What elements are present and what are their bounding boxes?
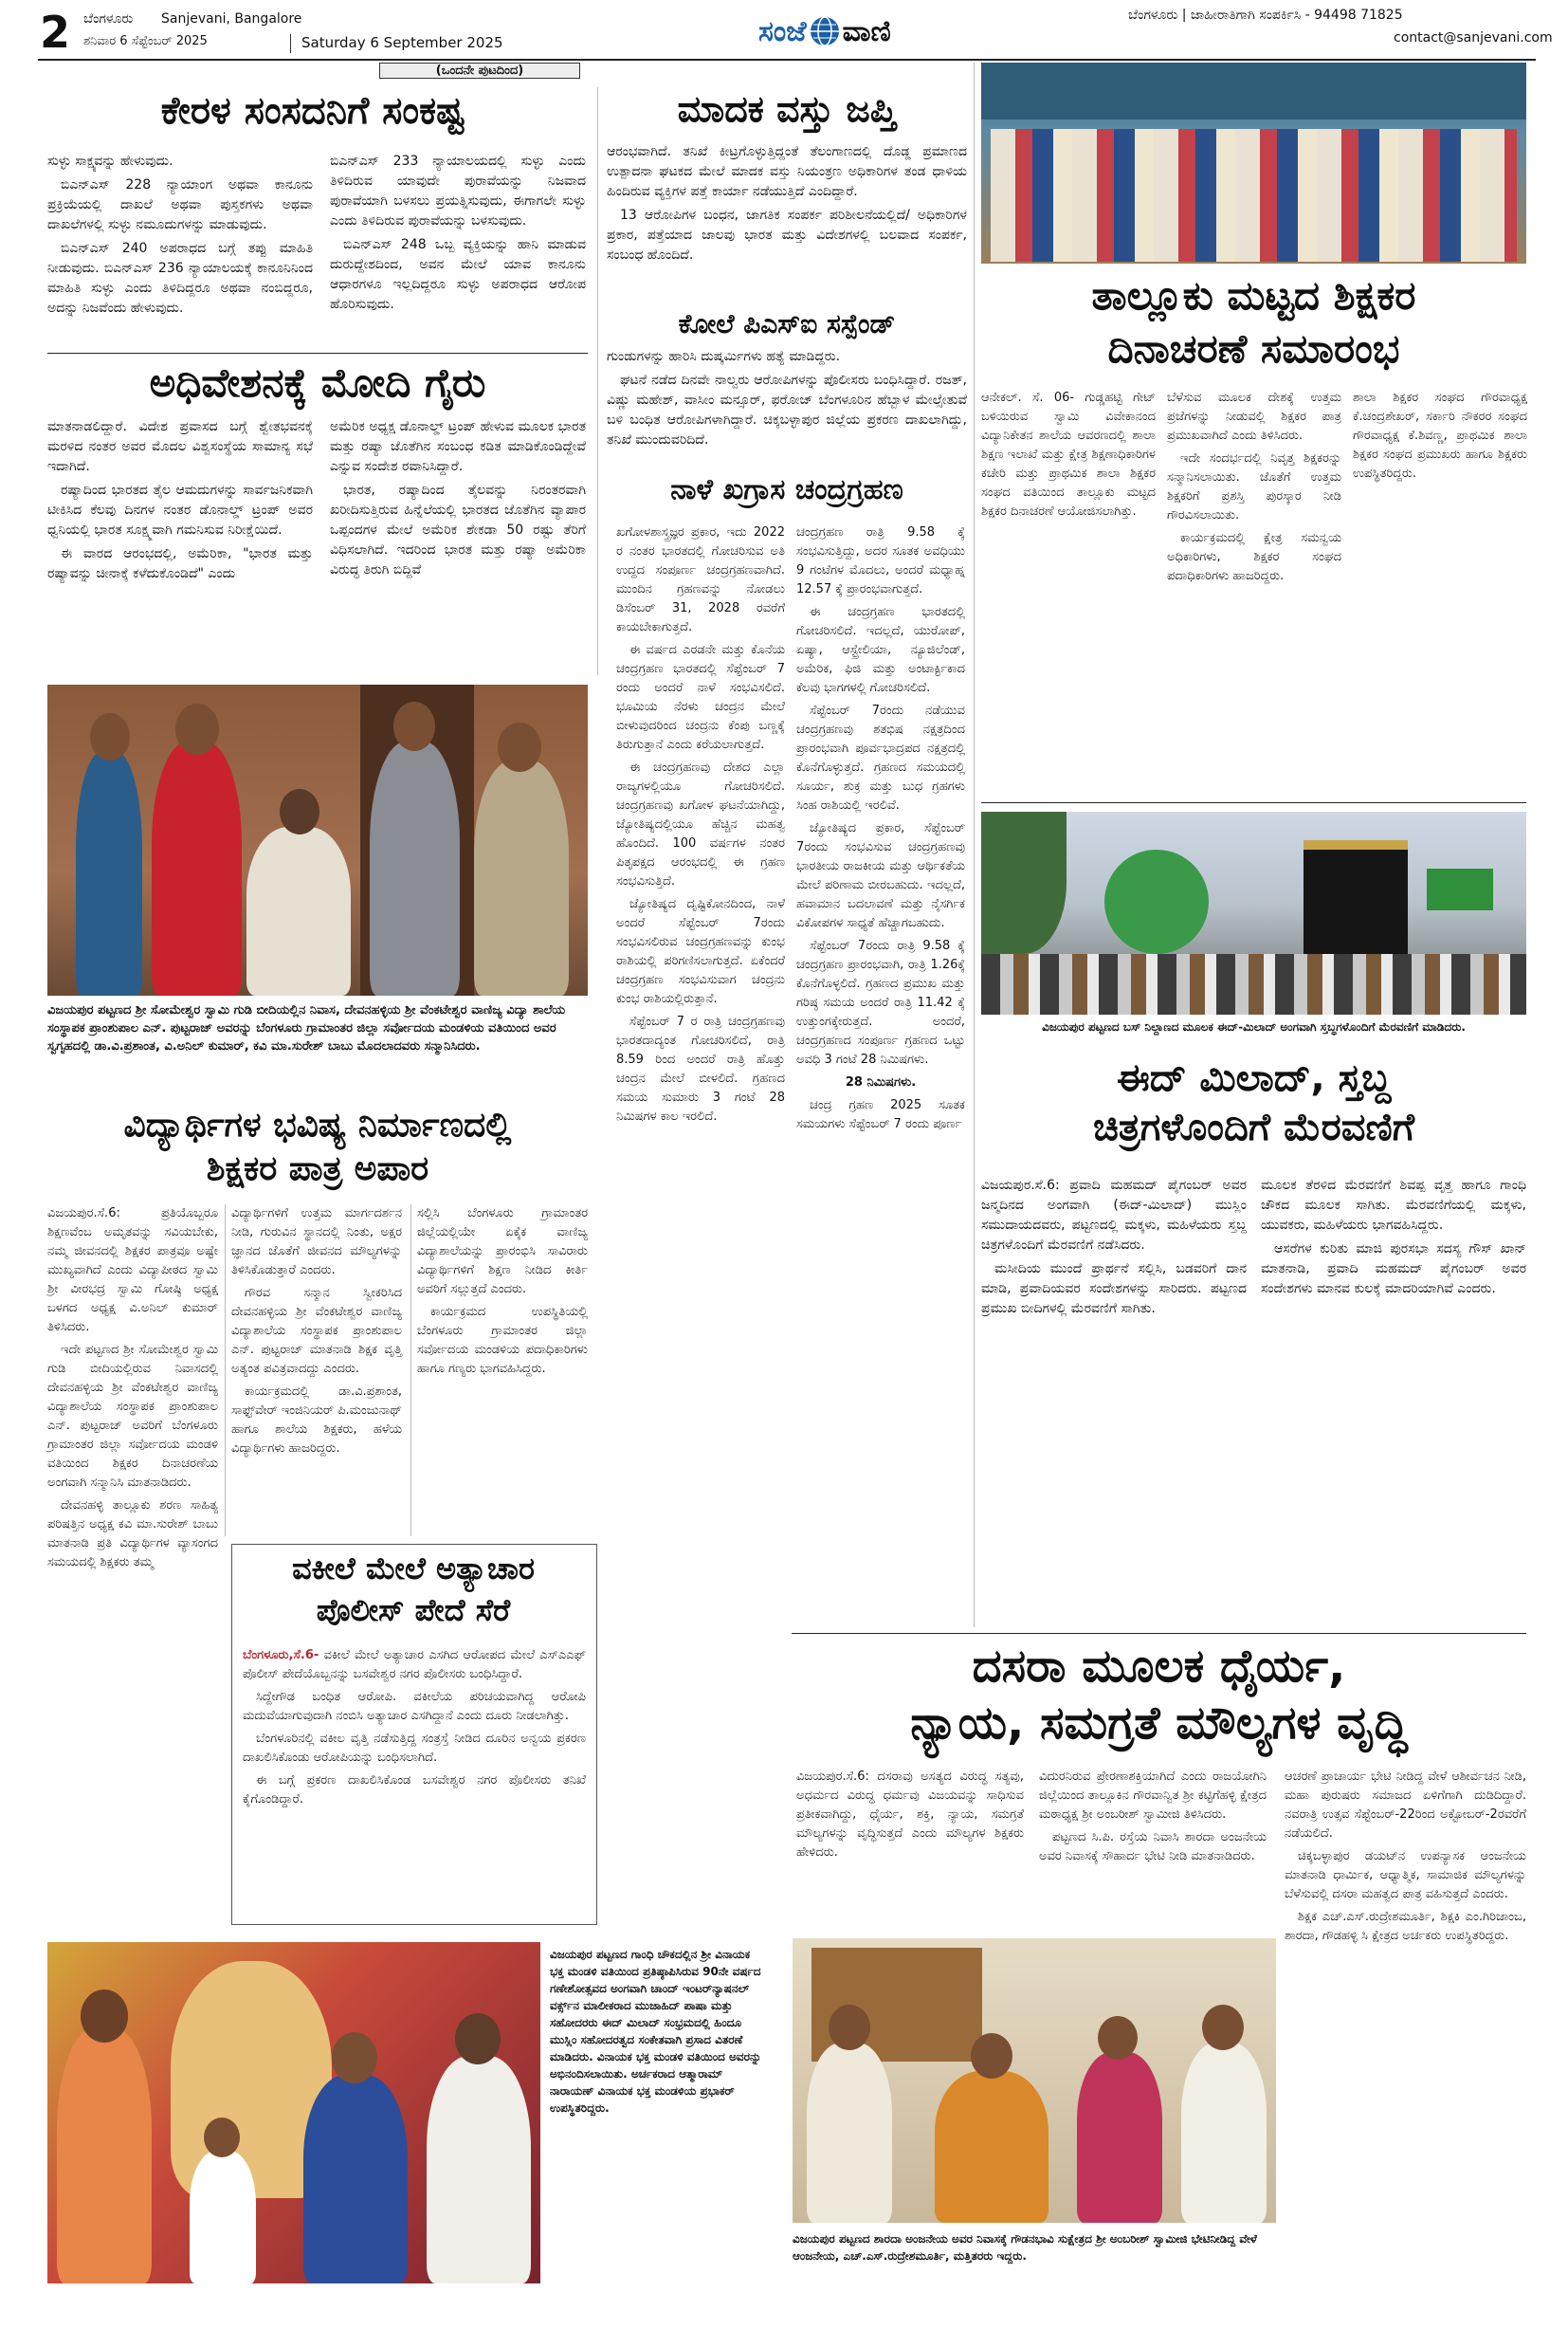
photo-person xyxy=(57,2027,152,2283)
eclipse-para: ಈ ವರ್ಷದ ಎರಡನೇ ಮತ್ತು ಕೊನೆಯ ಚಂದ್ರಗ್ರಹಣ ಭಾರತದಲ್ಲಿ ಸೆಪ್ಟೆಂಬರ್ 7 ರಂದು ಅಂದರೆ ನಾಳೆ ಸಂಭವಿಸಲಿದೆ. ಭೂಮಿಯ ನೆರಳು ಚಂದ್ರನ ಮೇಲೆ ಬೀಳುವುದರಿಂದ ಚಂದ್ರನು ಕೆಂಪು ಬಣ್ಣಕ್ಕೆ ತಿರುಗುತ್ತಾನೆ ಎಂದು ಕರೆಯಲಾಗುತ್ತದೆ. xyxy=(616,643,785,752)
dasara-rule xyxy=(792,1633,1526,1634)
masthead-logo xyxy=(758,9,891,53)
photo-person xyxy=(246,827,351,996)
teachers-group-photo xyxy=(981,63,1526,264)
photo-person-head xyxy=(90,713,130,761)
eid-para: ವಿಜಯಪುರ.ಸೆ.6: ಪ್ರವಾದಿ ಮಹಮದ್ ಪೈಗಂಬರ್ ಅವರ ಜನ್ಮದಿನದ ಅಂಗವಾಗಿ (ಈದ್-ಮಿಲಾದ್) ಮುಸ್ಲಿಂ ಸಮುದಾಯದವರು, ಪಟ್ಟಣದಲ್ಲಿ ಮಕ್ಕಳು, ಮಹಿಳೆಯರು ಸ್ತಬ್ದ ಚಿತ್ರಗಳೊಂದಿಗೆ ಮೆರವಣಿಗೆ ನಡೆಸಿದರು. xyxy=(981,1178,1247,1253)
teachers-col-1 xyxy=(981,389,1156,525)
narcotics-para: ಆರಂಭವಾಗಿದೆ. ತನಿಖೆ ಕೀಟ್ರಗೊಳ್ಳುತ್ತಿದ್ದಂತೆ ತೆಲಂಗಾಣದಲ್ಲಿ ದೊಡ್ಡ ಪ್ರಮಾಣದ ಉತ್ಪಾದನಾ ಘಟಕದ ಮೇಲೆ ಮಾದಕ ವಸ್ತು ನಿಯಂತ್ರಣ ಅಧಿಕಾರಿಗಳ ತಂಡ ಧಾಳಿಯ ಹಿಂದಿರುವ ವ್ಯಕ್ತಿಗಳ ಪತ್ತೆ ಕಾರ್ಯಾ ನಡೆಯುತ್ತಿದೆ ಎಂದಿದ್ದಾರೆ. xyxy=(607,144,967,199)
photo-person xyxy=(76,751,142,996)
eid-para: ಆಸರೆಗಳ ಕುರಿತು ಮಾಜಿ ಪುರಸಭಾ ಸದಸ್ಯ ಗೌಸ್ ಖಾನ್ ಮಾತನಾಡಿ, ಪ್ರವಾದಿ ಮಹಮದ್ ಪೈಗಂಬರ್ ಅವರ ಸಂದೇಶಗಳು ಮಾನವ ಕುಲಕ್ಕೆ ಮಾದರಿಯಾಗಿವೆ ಎಂದರು. xyxy=(1261,1241,1526,1296)
photo-person xyxy=(807,2043,892,2223)
kerala-para: ಬಿಎನ್‌ಎಸ್ 248 ಒಬ್ಬ ವ್ಯಕ್ತಿಯನ್ನು ಹಾನಿ ಮಾಡುವ ದುರುದ್ದೇಶದಿಂದ, ಅವನ ಮೇಲೆ ಯಾವ ಕಾನೂನು ಆಧಾರಗಳೂ ಇಲ್ಲದಿದ್ದರೂ ಸುಳ್ಳು ಅಪರಾಧದ ಆರೋಪ ಹೊರಿಸುವುದು. xyxy=(330,237,586,312)
dasara-para: ಚಿಕ್ಕಬಳ್ಳಾಪುರ ಡಯಟ್‌ನ ಉಪನ್ಯಾಸಕ ಆಂಜನೇಯ ಮಾತನಾಡಿ ಧಾರ್ಮಿಕ, ಆಧ್ಯಾತ್ಮಿಕ, ಸಾಮಾಜಿಕ ಮೌಲ್ಯಗಳನ್ನು ಬೆಳೆಸುವಲ್ಲಿ ದಸರಾ ಮಹತ್ವದ ಪಾತ್ರ ವಹಿಸುತ್ತದೆ ಎಂದರು. xyxy=(1285,1849,1526,1901)
column-separator xyxy=(597,87,598,675)
photo-tree xyxy=(981,812,1067,954)
teachers-para: ಇದೇ ಸಂದರ್ಭದಲ್ಲಿ ನಿವೃತ್ತ ಶಿಕ್ಷಕರನ್ನು ಸನ್ಮಾನಿಸಲಾಯಿತು. ಜೊತೆಗೆ ಉತ್ತಮ ಶಿಕ್ಷಕರಿಗೆ ಪ್ರಶಸ್ತಿ ಪುರಸ್ಕಾರ ನೀಡಿ ಗೌರವಿಸಲಾಯಿತು. xyxy=(1167,451,1341,523)
modi-para: ಅಮೆರಿಕ ಅಧ್ಯಕ್ಷ ಡೊನಾಲ್ಡ್ ಟ್ರಂಪ್ ಹೇಳುವ ಮೂಲಕ ಭಾರತ ಮತ್ತು ರಷ್ಯಾ ಜೊತೆಗಿನ ಸಂಬಂಧ ಕಡಿತ ಮಾಡಿಕೊಂಡಿದ್ದೇವೆ ಎನ್ನುವ ಸಂದೇಶ ರವಾನಿಸಿದ್ದಾರೆ. xyxy=(330,419,586,474)
eid-col-1 xyxy=(981,1176,1247,1323)
photo-person-head xyxy=(81,1989,128,2043)
eid-para: ಮೂಲಕ ತೆರಳಿದ ಮೆರವಣಿಗೆ ಶಿವಪ್ಪ ವೃತ್ತ ಹಾಗೂ ಗಾಂಧಿ ಚೌಕದ ಮೂಲಕ ಸಾಗಿತು. ಮೆರವಣಿಗೆಯಲ್ಲಿ ಮಕ್ಕಳು, ಯುವಕರು, ಮಹಿಳೆಯರು ಭಾಗವಹಿಸಿದ್ದರು. xyxy=(1261,1178,1526,1233)
eclipse-para: ಸೆಪ್ಟೆಂಬರ್ 7 ರ ರಾತ್ರಿ ಚಂದ್ರಗ್ರಹಣವು ಭಾರತದಾದ್ಯಂತ ಗೋಚರಿಸಲಿದೆ, ರಾತ್ರಿ 8.59 ರಿಂದ ಅಂದರೆ ರಾತ್ರಿ ಹೊತ್ತು ಚಂದ್ರನ ಮೇಲೆ ಬೀಳಲಿದೆ. ಗ್ರಹಣದ ಸಮಯ ಸುಮಾರು 3 ಗಂಟೆ 28 ನಿಮಿಷಗಳ ಕಾಲ ಇರಲಿದೆ. xyxy=(616,1015,785,1124)
modi-para: ಮಾತನಾಡಲಿದ್ದಾರೆ. ವಿದೇಶ ಪ್ರವಾಸದ ಬಗ್ಗೆ ಶ್ವೇತಭವನಕ್ಕೆ ಮರಳಿದ ನಂತರ ಅವರ ಮೊದಲ ವಿಶ್ವಸಂಸ್ಥೆಯ ಸಾಮಾನ್ಯ ಸಭೆ ಇದಾಗಿದೆ. xyxy=(47,419,313,474)
photo-crowd xyxy=(981,954,1526,1015)
globe-icon xyxy=(809,15,841,47)
contact-email[interactable]: contact@sanjevani.com xyxy=(1394,30,1553,46)
modi-col-2 xyxy=(330,417,586,584)
column-separator xyxy=(225,1204,226,1536)
students-para: ಕಾರ್ಯಕ್ರಮದಲ್ಲಿ ಡಾ.ವಿ.ಪ್ರಶಾಂತ, ಸಾಫ್ಟ್‌ವೇರ್ ಇಂಜಿನಿಯರ್ ಪಿ.ಮಂಜುನಾಥ್ ಹಾಗೂ ಶಾಲೆಯ ಶಿಕ್ಷಕರು, ಹಳೆಯ ವಿದ್ಯಾರ್ಥಿಗಳು ಹಾಜರಿದ್ದರು. xyxy=(231,1384,403,1456)
photo-person xyxy=(190,2151,256,2283)
logo-text-right: ವಾಣಿ xyxy=(842,14,891,48)
eclipse-para: ಸೆಪ್ಟೆಂಬರ್ 7ರಂದು ನಡೆಯುವ ಚಂದ್ರಗ್ರಹಣವು ಶತಭಿಷ ನಕ್ಷತ್ರದಿಂದ ಪ್ರಾರಂಭವಾಗಿ ಪೂರ್ವಭಾದ್ರಪದ ನಕ್ಷತ್ರದಲ್ಲಿ ಕೊನೆಗೊಳ್ಳುತ್ತದೆ. ಗ್ರಹಣದ ಸಮಯದಲ್ಲಿ ಸೂರ್ಯ, ಶುಕ್ರ ಮತ್ತು ಬುಧ ಗ್ರಹಗಳು ಸಿಂಹ ರಾಶಿಯಲ್ಲಿ ಇರಲಿವೆ. xyxy=(796,704,965,813)
photo-person-head xyxy=(204,2118,240,2157)
dasara-para: ಆಚರಣೆ ಪ್ರಾಚಾರ್ಯ ಭೇಟಿ ನೀಡಿದ್ದ ವೇಳೆ ಆಶೀರ್ವಚನ ನೀಡಿ, ಮಹಾ ಪುರುಷರು ಸಮಾಜದ ಏಳಿಗೆಗಾಗಿ ದುಡಿದಿದ್ದಾರೆ. ನವರಾತ್ರಿ ಉತ್ಸವ ಸೆಪ್ಟೆಂಬರ್-22ರಿಂದ ಅಕ್ಟೋಬರ್-2ರವರೆಗೆ ನಡೆಯಲಿದೆ. xyxy=(1285,1769,1526,1841)
logo-text-left: ಸಂಜೆ xyxy=(758,14,807,48)
masthead-separator xyxy=(290,34,291,53)
modi-col-1 xyxy=(47,417,313,588)
column-separator xyxy=(974,63,975,1627)
dasara-headline-2: ನ್ಯಾಯ, ಸಮಗ್ರತೆ ಮೌಲ್ಯಗಳ ವೃದ್ಧಿ xyxy=(910,1696,1408,1750)
eid-para: ಮಸೀದಿಯ ಮುಂದೆ ಪ್ರಾರ್ಥನೆ ಸಲ್ಲಿಸಿ, ಬಡವರಿಗೆ ದಾನ ಮಾಡಿ, ಪ್ರವಾದಿಯವರ ಸಂದೇಶಗಳನ್ನು ಸಾರಿದರು. ಪಟ್ಟಣದ ಪ್ರಮುಖ ಬೀದಿಗಳಲ್ಲಿ ಮೆರವಣಿಗೆ ಸಾಗಿತು. xyxy=(981,1261,1247,1316)
lawyer-headline-2: ಪೊಲೀಸ್ ಪೇದೆ ಸೆರೆ xyxy=(316,1592,511,1628)
students-para: ವಿದ್ಯಾರ್ಥಿಗಳಿಗೆ ಉತ್ತಮ ಮಾರ್ಗದರ್ಶನ ನೀಡಿ, ಗುರುವಿನ ಸ್ಥಾನದಲ್ಲಿ ನಿಂತು, ಅಕ್ಷರ ಜ್ಞಾನದ ಜೊತೆಗೆ ಜೀವನದ ಮೌಲ್ಯಗಳನ್ನು ತಿಳಿಸಿಕೊಡುತ್ತಾರೆ ಎಂದರು. xyxy=(231,1206,402,1277)
students-para: ದೇವನಹಳ್ಳಿ ತಾಲ್ಲೂಕು ಶರಣ ಸಾಹಿತ್ಯ ಪರಿಷತ್ತಿನ ಅಧ್ಯಕ್ಷ ಕವಿ ಮಾ.ಸುರೇಶ್ ಬಾಬು ಮಾತನಾಡಿ ಪ್ರತಿ ವಿದ್ಯಾರ್ಥಿಗಳ ವ್ಯಾಸಂಗದ ಸಮಯದಲ್ಲಿ ಶಿಕ್ಷಕರು ತಮ್ಮ xyxy=(47,1498,218,1569)
dasara-headline-1: ದಸರಾ ಮೂಲಕ ಧೈರ್ಯ, xyxy=(972,1640,1346,1693)
lawyer-body xyxy=(243,1646,586,1813)
eclipse-bold-line: 28 ನಿಮಿಷಗಳು. xyxy=(845,1075,917,1090)
eclipse-para: ಸೆಪ್ಟೆಂಬರ್ 7ರಂದು ರಾತ್ರಿ 9.58 ಕ್ಕೆ ಚಂದ್ರಗ್ರಹಣ ಪ್ರಾರಂಭವಾಗಿ, ರಾತ್ರಿ 1.26ಕ್ಕೆ ಕೊನೆಗೊಳ್ಳಲಿದೆ. ಗ್ರಹಣದ ಪ್ರಮುಖ ಮತ್ತು ಗರಿಷ್ಠ ಸಮಯ ಅಂದರೆ ರಾತ್ರಿ 11.42 ಕ್ಕೆ ಉತ್ತುಂಗಕ್ಕೇರುತ್ತದೆ. ಅಂದರೆ, ಚಂದ್ರಗ್ರಹಣದ ಸಂಪೂರ್ಣ ಗ್ರಹಣದ ಒಟ್ಟು ಅವಧಿ 3 ಗಂಟೆ 28 ನಿಮಿಷಗಳು. xyxy=(796,939,965,1067)
teachers-para: ಕಾರ್ಯಕ್ರಮದಲ್ಲಿ ಕ್ಷೇತ್ರ ಸಮನ್ವಯ ಅಧಿಕಾರಿಗಳು, ಶಿಕ್ಷಕರ ಸಂಘದ ಪದಾಧಿಕಾರಿಗಳು ಹಾಜರಿದ್ದರು. xyxy=(1167,531,1341,583)
lawyer-para: ಈ ಬಗ್ಗೆ ಪ್ರಕರಣ ದಾಖಲಿಸಿಕೊಂಡ ಬಸವೇಶ್ವರ ನಗರ ಪೊಲೀಸರು ತನಿಖೆ ಕೈಗೊಂಡಿದ್ದಾರೆ. xyxy=(243,1773,586,1806)
students-headline-2: ಶಿಕ್ಷಕರ ಪಾತ್ರ ಅಪಾರ xyxy=(206,1149,429,1188)
photo-person xyxy=(427,2056,531,2283)
lawyer-para: ಸಿದ್ದೇಗೌಡ ಬಂಧಿತ ಆರೋಪಿ. ವಕೀಲೆಯ ಪರಿಚಯವಾಗಿದ್ದ ಆರೋಪಿ ಮದುವೆಯಾಗುವುದಾಗಿ ನಂಬಿಸಿ ಅತ್ಯಾಚಾರ ಎಸಗಿದ್ದಾನೆ ಎಂದು ದೂರು ನೀಡಲಾಗಿತ್ತು. xyxy=(243,1690,586,1723)
photo-group-row xyxy=(991,129,1517,262)
teachers-rule xyxy=(981,802,1526,803)
eclipse-para: ಈ ಚಂದ್ರಗ್ರಹಣ ಭಾರತದಲ್ಲಿ ಗೋಚರಿಸಲಿದೆ. ಇದಲ್ಲದೆ, ಯುರೋಪ್, ಏಷ್ಯಾ, ಆಸ್ಟ್ರೇಲಿಯಾ, ನ್ಯೂಜಿಲೆಂಡ್, ಅಮೆರಿಕ, ಫಿಜಿ ಮತ್ತು ಅಂಟಾರ್ಕ್ಟಿಕಾದ ಕೆಲವು ಭಾಗಗಳಲ್ಲಿ ಗೋಚರಿಸಲಿದೆ. xyxy=(796,605,965,695)
eclipse-col-1 xyxy=(616,523,785,1130)
photo-person-head xyxy=(1098,2016,1138,2060)
photo-person xyxy=(370,742,460,996)
teachers-para: ಆನೇಕಲ್. ಸೆ. 06- ಗುಡ್ಡಹಟ್ಟಿ ಗೇಟ್ ಬಳಿಯಿರುವ ಸ್ವಾಮಿ ವಿವೇಕಾನಂದ ವಿದ್ಯಾನಿಕೇತನ ಶಾಲೆಯ ಆವರಣದಲ್ಲಿ ಶಾಲಾ ಶಿಕ್ಷಣ ಇಲಾಖೆ ಮತ್ತು ಕ್ಷೇತ್ರ ಶಿಕ್ಷಣಾಧಿಕಾರಿಗಳ ಕಚೇರಿ ಮತ್ತು ಪ್ರಾಥಮಿಕ ಶಾಲಾ ಶಿಕ್ಷಕರ ಸಂಘದ ವತಿಯಿಂದ ತಾಲ್ಲೂಕು ಮಟ್ಟದ ಶಿಕ್ಷಕರ ದಿನಾಚರಣೆ ಆಯೋಜಿಸಲಾಗಿತ್ತು. xyxy=(981,391,1156,519)
dasara-col-1 xyxy=(796,1768,1024,1866)
lawyer-headline-1: ವಕೀಲೆ ಮೇಲೆ ಅತ್ಯಾಚಾರ xyxy=(292,1550,535,1586)
advert-contact: ಬೆಂಗಳೂರು | ಜಾಹೀರಾತಿಗಾಗಿ ಸಂಪರ್ಕಿಸಿ - 94498 71825 xyxy=(1128,8,1403,23)
eclipse-para: ಈ ಚಂದ್ರಗ್ರಹಣವು ದೇಶದ ಎಲ್ಲಾ ರಾಜ್ಯಗಳಲ್ಲಿಯೂ ಗೋಚರಿಸಲಿದೆ. ಚಂದ್ರಗ್ರಹಣವು ಖಗೋಳ ಘಟನೆಯಾಗಿದ್ದು, ಜ್ಯೋತಿಷ್ಯದಲ್ಲಿಯೂ ಹೆಚ್ಚಿನ ಮಹತ್ವ ಹೊಂದಿದೆ. 100 ವರ್ಷಗಳ ನಂತರ ಪಿತೃಪಕ್ಷದ ಆರಂಭದಲ್ಲಿ ಈ ಗ್ರಹಣ ಸಂಭವಿಸುತ್ತಿದೆ. xyxy=(616,761,785,889)
eclipse-col-2 xyxy=(796,523,965,1138)
ganesha-photo xyxy=(47,1942,540,2283)
honouring-photo xyxy=(47,685,588,996)
photo-kaaba-float xyxy=(1304,840,1408,963)
lawyer-para: ಬೆಂಗಳೂರಿನಲ್ಲಿ ವಕೀಲ ವೃತ್ತಿ ನಡೆಸುತ್ತಿದ್ದ ಸಂತ್ರಸ್ತೆ ನೀಡಿದ ದೂರಿನ ಅನ್ವಯ ಪ್ರಕರಣ ದಾಖಲಿಸಿಕೊಂಡು ಆರೋಪಿಯನ್ನು ಬಂಧಿಸಲಾಗಿದೆ. xyxy=(243,1732,586,1765)
teachers-col-3 xyxy=(1353,389,1527,487)
narcotics-body xyxy=(607,142,967,269)
photo-person-head xyxy=(971,2033,1012,2079)
photo-person-head xyxy=(455,2013,501,2064)
kerala-col-2 xyxy=(330,152,586,319)
students-col-2 xyxy=(231,1204,402,1462)
eid-headline-2: ಚಿತ್ರಗಳೊಂದಿಗೆ ಮೆರವಣಿಗೆ xyxy=(1092,1106,1414,1149)
teachers-col-2 xyxy=(1167,389,1341,590)
lawyer-para xyxy=(243,1646,586,1684)
teachers-headline-2: ದಿನಾಚರಣೆ ಸಮಾರಂಭ xyxy=(1107,325,1400,372)
lawyer-lead-text: ವಕೀಲೆ ಮೇಲೆ ಅತ್ಯಾಚಾರ ಎಸಗಿದ ಆರೋಪದ ಮೇಲೆ ಎಸ್‌ಎಎಫ್ ಪೊಲೀಸ್ ಪೇದೆಯೊಬ್ಬನನ್ನು ಬಸವೇಶ್ವರ ನಗರ ಪೊಲೀಸರು ಬಂಧಿಸಿದ್ದಾರೆ. xyxy=(243,1648,586,1681)
column-separator xyxy=(410,1204,411,1536)
masthead-rule xyxy=(38,59,1536,61)
eid-headline-1: ಈದ್ ಮಿಲಾದ್, ಸ್ತಬ್ದ xyxy=(1116,1056,1391,1100)
dasara-caption: ವಿಜಯಪುರ ಪಟ್ಟಣದ ಶಾರದಾ ಅಂಜನೇಯ ಅವರ ನಿವಾಸಕ್ಕೆ ಗೌಡನಭಾವಿ ಸುಕ್ಷೇತ್ರದ ಶ್ರೀ ಅಂಬರೀಶ್ ಸ್ವಾಮೀಜಿ ಭೇಟಿನೀಡಿದ್ದ ವೇಳೆ ಆಂಜನೇಯ, ಎಚ್.ಎಸ್.ರುದ್ರೇಶಮೂರ್ತಿ, ಮತ್ತಿತರರು ಇದ್ದರು. xyxy=(793,2232,1257,2263)
ganesha-caption: ವಿಜಯಪುರ ಪಟ್ಟಣದ ಗಾಂಧಿ ಚೌಕದಲ್ಲಿನ ಶ್ರೀ ವಿನಾಯಕ ಭಕ್ತ ಮಂಡಳಿ ವತಿಯಿಂದ ಪ್ರತಿಷ್ಠಾಪಿಸಿರುವ 90ನೇ ವರ್ಷದ ಗಣೇಶೋತ್ಸವದ ಅಂಗವಾಗಿ ಚಾಂದ್ ಇಂಟರ್‌ನ್ಯಾಷನಲ್ ವರ್ಕ್ಸ್‌ನ ಮಾಲೀಕರಾದ ಮುಜಾಹಿದ್ ಪಾಷಾ ಮತ್ತು ಸಹೋದರರು ಈದ್ ಮಿಲಾದ್ ಸಂಭ್ರಮದಲ್ಲಿ ಹಿಂದೂ ಮುಸ್ಲಿಂ ಸಹೋದರತ್ವದ ಸಂಕೇತವಾಗಿ ಪ್ರಸಾದ ವಿತರಣೆ ಮಾಡಿದರು. ವಿನಾಯಕ ಭಕ್ತ ಮಂಡಳಿ ವತಿಯಿಂದ ಅವರನ್ನು ಅಭಿನಂದಿಸಲಾಯಿತು. ಅರ್ಚಕರಾದ ಆತ್ಮಾರಾಮ್ ನಾರಾಯಣ್ ವಿನಾಯಕ ಭಕ್ತ ಮಂಡಳಿಯ ಪ್ರಭಾಕರ್ ಉಪಸ್ಥಿತರಿದ್ದರು. xyxy=(550,1948,762,2115)
photo-dome-float xyxy=(1104,850,1209,954)
dasara-col-3 xyxy=(1285,1768,1526,1950)
students-para: ಕಾರ್ಯಕ್ರಮದ ಉಪಸ್ಥಿತಿಯಲ್ಲಿ ಬೆಂಗಳೂರು ಗ್ರಾಮಾಂತರ ಜಿಲ್ಲಾ ಸರ್ವೋದಯ ಮಂಡಳಿಯ ಪದಾಧಿಕಾರಿಗಳು ಹಾಗೂ ಗಣ್ಯರು ಭಾಗವಹಿಸಿದ್ದರು. xyxy=(417,1305,588,1376)
students-col-3 xyxy=(417,1204,588,1383)
eclipse-tail: ಚಂದ್ರ ಗ್ರಹಣ 2025 ಸೂತಕ ಸಮಯಗಳು ಸೆಪ್ಟೆಂಬರ್ 7 ರಂದು ಪೂರ್ಣ xyxy=(796,1098,965,1131)
kolar-body xyxy=(607,347,967,454)
photo-stage-backdrop xyxy=(981,63,1526,119)
kerala-rule xyxy=(47,353,588,354)
kerala-col-1 xyxy=(47,152,313,322)
kerala-para: ಬಿಎನ್‌ಎಸ್ 233 ನ್ಯಾಯಾಲಯದಲ್ಲಿ ಸುಳ್ಳು ಎಂದು ತಿಳಿದಿರುವ ಯಾವುದೇ ಪುರಾವೆಯನ್ನು ನಿಜವಾದ ಪುರಾವೆಯಾಗಿ ಬಳಸಲು ಪ್ರಯತ್ನಿಸುವುದು, ಈಗಾಗಲೇ ಸುಳ್ಳು ಎಂದು ತಿಳಿದಿರುವ ಪುರಾವೆಯನ್ನು ಬಳಸುವುದು. xyxy=(330,154,586,229)
eid-col-2 xyxy=(1261,1176,1526,1303)
photo-flag xyxy=(1427,869,1493,910)
edition-label: ಬೆಂಗಳೂರು xyxy=(83,11,134,27)
students-para: ಇದೇ ಪಟ್ಟಣದ ಶ್ರೀ ಸೋಮೇಶ್ವರ ಸ್ವಾಮಿ ಗುಡಿ ಬೀದಿಯಲ್ಲಿರುವ ನಿವಾಸದಲ್ಲಿ ದೇವನಹಳ್ಳಿಯ ಶ್ರೀ ವೆಂಕಟೇಶ್ವರ ವಾಣಿಜ್ಯ ವಿದ್ಯಾಶಾಲೆಯ ಸಂಸ್ಥಾಪಕ ಪ್ರಾಂಶುಪಾಲ ಎನ್. ಪುಟ್ಟರಾಜ್ ಅವರಿಗೆ ಬೆಂಗಳೂರು ಗ್ರಾಮಾಂತರ ಜಿಲ್ಲಾ ಸರ್ವೋದಯ ಮಂಡಳಿ ವತಿಯಿಂದ ಶಿಕ್ಷಕರ ದಿನಾಚರಣೆಯ ಅಂಗವಾಗಿ ಸನ್ಮಾನಿಸಿ ಮಾತನಾಡಿದರು. xyxy=(47,1343,218,1490)
photo-person xyxy=(1077,2052,1162,2223)
continuation-label: (ಒಂದನೇ ಪುಟದಿಂದ) xyxy=(379,63,580,79)
dasara-para: ಶಿಕ್ಷಕ ಎಚ್.ಎಸ್.ರುದ್ರೇಶಮೂರ್ತಿ, ಶಿಕ್ಷಕಿ ಎಂ.ಗಿರಿಜಾಂಬ, ಶಾರದಾ, ಗೌಡಹಳ್ಳಿ ಸಿ ಕ್ಷೇತ್ರದ ಅರ್ಚಕರು ಉಪಸ್ಥಿತರಿದ್ದರು. xyxy=(1285,1910,1526,1943)
honouring-caption: ವಿಜಯಪುರ ಪಟ್ಟಣದ ಶ್ರೀ ಸೋಮೇಶ್ವರ ಸ್ವಾಮಿ ಗುಡಿ ಬೀದಿಯಲ್ಲಿನ ನಿವಾಸ, ದೇವನಹಳ್ಳಿಯ ಶ್ರೀ ವೆಂಕಟೇಶ್ವರ ವಾಣಿಜ್ಯ ವಿದ್ಯಾ ಶಾಲೆಯ ಸಂಸ್ಥಾಪಕ ಪ್ರಾಂಶುಪಾಲ ಎನ್. ಪುಟ್ಟರಾಜ್ ಅವರನ್ನು ಬೆಂಗಳೂರು ಗ್ರಾಮಾಂತರ ಜಿಲ್ಲಾ ಸರ್ವೋದಯ ಮಂಡಳಿಯ ವತಿಯಿಂದ ಅವರ ಸ್ವಗೃಹದಲ್ಲಿ ಡಾ.ವಿ.ಪ್ರಶಾಂತ, ವಿ.ಅನಿಲ್ ಕುಮಾರ್, ಕವಿ ಮಾ.ಸುರೇಶ್ ಬಾಬು ಮೊದಲಾದವರು ಸನ್ಮಾನಿಸಿದರು. xyxy=(47,1003,566,1054)
teachers-para: ಶಾಲಾ ಶಿಕ್ಷಕರ ಸಂಘದ ಗೌರವಾಧ್ಯಕ್ಷ ಕೆ.ಚಂದ್ರಶೇಖರ್, ಸರ್ಕಾರಿ ನೌಕರರ ಸಂಘದ ಗೌರವಾಧ್ಯಕ್ಷ ಕೆ.ಶಿವಣ್ಣ, ಪ್ರಾಥಮಿಕ ಶಾಲಾ ಶಿಕ್ಷಕರ ಸಂಘದ ಪ್ರಮುಖರು ಹಾಗೂ ಶಿಕ್ಷಕರು ಉಪಸ್ಥಿತರಿದ್ದರು. xyxy=(1353,391,1527,481)
kerala-para: ಬಿಎನ್‌ಎಸ್ 240 ಅಪರಾಧದ ಬಗ್ಗೆ ತಪ್ಪು ಮಾಹಿತಿ ನೀಡುವುದು. ಬಿಎನ್‌ಎಸ್ 236 ನ್ಯಾಯಾಲಯಕ್ಕೆ ಕಾನೂನಿನಿಂದ ಮಾಹಿತಿ ಸುಳ್ಳು ಎಂದು ತಿಳಿದಿದ್ದರೂ ಅಥವಾ ನಂಬಿದ್ದರೂ, ಅದನ್ನು ನಿಜವೆಂದು ಹೇಳುವುದು. xyxy=(47,241,313,316)
dasara-col-2 xyxy=(1039,1768,1267,1870)
kerala-headline: ಕೇರಳ ಸಂಸದನಿಗೆ ಸಂಕಷ್ಟ xyxy=(160,89,465,133)
narcotics-para: 13 ಆರೋಪಿಗಳ ಬಂಧನ, ಜಾಗತಿಕ ಸಂಪರ್ಕ ಪರಿಶೀಲನೆಯಲ್ಲಿದೆ/ ಅಧಿಕಾರಿಗಳ ಪ್ರಕಾರ, ಪತ್ತೆಯಾದ ಜಾಲವು ಭಾರತ ಮತ್ತು ವಿದೇಶಗಳಲ್ಲಿ ಬಲವಾದ ಸಂಪರ್ಕ, ಸಂಬಂಧ ಹೊಂದಿದೆ. xyxy=(607,208,967,263)
photo-person-head xyxy=(175,704,219,755)
students-col-1 xyxy=(47,1204,218,1576)
kerala-para: ಬಿಎನ್‌ಎಸ್ 228 ನ್ಯಾಯಾಂಗ ಅಥವಾ ಕಾನೂನು ಪ್ರಕ್ರಿಯೆಯಲ್ಲಿ ದಾಖಲೆ ಅಥವಾ ಪುಸ್ತಕಗಳು ಅಥವಾ ದಾಖಲೆಗಳಲ್ಲಿ ಸುಳ್ಳು ನಮೂದುಗಳನ್ನು ಮಾಡುವುದು. xyxy=(47,177,313,232)
eclipse-headline: ನಾಳೆ ಖಗ್ರಾಸ ಚಂದ್ರಗ್ರಹಣ xyxy=(670,473,903,506)
photo-person-head xyxy=(280,789,319,834)
photo-person xyxy=(152,742,242,996)
students-para: ವಿಜಯಪುರ.ಸೆ.6: ಪ್ರತಿಯೊಬ್ಬರೂ ಶಿಕ್ಷಣವೆಂಬ ಅಮೃತವನ್ನು ಸವಿಯಬೇಕು, ನಮ್ಮ ಜೀವನದಲ್ಲಿ ಶಿಕ್ಷಕರ ಪಾತ್ರವೂ ಅಷ್ಟೇ ಮುಖ್ಯವಾಗಿದೆ ಎಂದು ವಿದ್ಯಾಪೀಠದ ಸ್ವಾಮಿ ಶ್ರೀ ವೀರಭದ್ರ ಸ್ವಾಮಿ ಗೋಷ್ಠಿ ಅಧ್ಯಕ್ಷ ಬಳಗದ ಅಧ್ಯಕ್ಷ ವಿ.ಅನಿಲ್ ಕುಮಾರ್ ತಿಳಿಸಿದರು. xyxy=(47,1206,218,1334)
modi-para: ಈ ವಾರದ ಆರಂಭದಲ್ಲಿ, ಅಮೆರಿಕಾ, "ಭಾರತ ಮತ್ತು ರಷ್ಯಾವನ್ನು ಚೀನಾಕ್ಕೆ ಕಳೆದುಕೊಂಡಿದೆ" ಎಂದು xyxy=(47,546,313,581)
eclipse-para: ಚಂದ್ರಗ್ರಹಣ ರಾತ್ರಿ 9.58 ಕ್ಕೆ ಸಂಭವಿಸುತ್ತಿದ್ದು, ಅದರ ಸೂತಕ ಅವಧಿಯು 9 ಗಂಟೆಗಳ ಮೊದಲು, ಅಂದರೆ ಮಧ್ಯಾಹ್ನ 12.57 ಕ್ಕೆ ಪ್ರಾರಂಭವಾಗುತ್ತದೆ. xyxy=(796,525,965,596)
dasara-para: ವಿಜಯಪುರ.ಸೆ.6: ದಸರಾವು ಅಸತ್ಯದ ವಿರುದ್ಧ ಸತ್ಯವು, ಅಧರ್ಮದ ವಿರುದ್ಧ ಧರ್ಮವು ವಿಜಯವನ್ನು ಸಾಧಿಸುವ ಪ್ರತೀಕವಾಗಿದ್ದು, ಧೈರ್ಯ, ಶಕ್ತಿ, ನ್ಯಾಯ, ಸಮಗ್ರತೆ ಮೌಲ್ಯಗಳನ್ನು ವೃದ್ಧಿಸುತ್ತದೆ ಎಂದು ಮೌಲ್ಯಗಳ ಶಿಕ್ಷಕರು ಹೇಳಿದರು. xyxy=(796,1769,1024,1860)
photo-person-head xyxy=(393,702,435,751)
photo-person-head xyxy=(1202,2005,1244,2050)
photo-person-head xyxy=(332,2032,377,2083)
photo-person xyxy=(303,2075,408,2283)
eclipse-para: ಖಗೋಳಶಾಸ್ತ್ರಜ್ಞರ ಪ್ರಕಾರ, ಇದು 2022 ರ ನಂತರ ಭಾರತದಲ್ಲಿ ಗೋಚರಿಸುವ ಅತಿ ಉದ್ದದ ಸಂಪೂರ್ಣ ಚಂದ್ರಗ್ರಹಣವಾಗಿದೆ. ಮುಂದಿನ ಗ್ರಹಣವನ್ನು ನೋಡಲು ಡಿಸೆಂಬರ್ 31, 2028 ರವರೆಗೆ ಕಾಯಬೇಕಾಗುತ್ತದೆ. xyxy=(616,525,785,634)
students-headline-1: ವಿದ್ಯಾರ್ಥಿಗಳ ಭವಿಷ್ಯ ನಿರ್ಮಾಣದಲ್ಲಿ xyxy=(123,1106,512,1145)
english-date: Saturday 6 September 2025 xyxy=(301,34,503,51)
eclipse-para: ಜ್ಯೋತಿಷ್ಯದ ದೃಷ್ಟಿಕೋನದಿಂದ, ನಾಳೆ ಅಂದರೆ ಸೆಪ್ಟೆಂಬರ್ 7ರಂದು ಸಂಭವಿಸಲಿರುವ ಚಂದ್ರಗ್ರಹಣವನ್ನು ಕುಂಭ ರಾಶಿಯಲ್ಲಿ ಪರಿಗಣಿಸಲಾಗುತ್ತದೆ. ಏಕೆಂದರೆ ಚಂದ್ರಗ್ರಹಣ ಸಂಭವಿಸುವಾಗ ಚಂದ್ರನು ಕುಂಭ ರಾಶಿಯಲ್ಲಿರುತ್ತಾನೆ. xyxy=(616,897,785,1006)
eclipse-para: ಜ್ಯೋತಿಷ್ಯದ ಪ್ರಕಾರ, ಸೆಪ್ಟೆಂಬರ್ 7ರಂದು ಸಂಭವಿಸುವ ಚಂದ್ರಗ್ರಹಣವು ಭಾರತೀಯ ರಾಜಕೀಯ ಮತ್ತು ಆರ್ಥಿಕತೆಯ ಮೇಲೆ ಪರಿಣಾಮ ಬೀರಬಹುದು. ಇದಲ್ಲದೆ, ಹವಾಮಾನ ಬದಲಾವಣೆ ಮತ್ತು ನೈಸರ್ಗಿಕ ವಿಕೋಪಗಳ ಸಾಧ್ಯತೆ ಹೆಚ್ಚಾಗಬಹುದು. xyxy=(796,821,965,930)
photo-person-head xyxy=(498,723,541,772)
narcotics-headline: ಮಾದಕ ವಸ್ತು ಜಪ್ತಿ xyxy=(677,88,897,130)
kolar-para: ಘಟನೆ ನಡೆದ ದಿನವೇ ನಾಲ್ವರು ಆರೋಪಿಗಳನ್ನು ಪೊಲೀಸರು ಬಂಧಿಸಿದ್ದಾರೆ. ರಜತ್, ವಿಷ್ಣು ಮಹೇಶ್, ವಾಸೀಂ ಮನ್ಸೂರ್, ಫರೋಜ್ ಬೆಂಗಳೂರಿನ ಹೆಬ್ಬಾಳ ಮೇಲ್ಸೇತುವೆ ಬಳಿ ಬಂಧಿತ ಆರೋಪಿಗಳಾಗಿದ್ದಾರೆ. ಚಿಕ್ಕಬಳ್ಳಾಪುರ ಜಿಲ್ಲೆಯ ಪ್ರಕರಣ ದಾಖಲಾಗಿದ್ದು, ತನಿಖೆ ಮುಂದುವರಿದಿದೆ. xyxy=(607,373,967,448)
teachers-headline-1: ತಾಲ್ಲೂಕು ಮಟ್ಟದ ಶಿಕ್ಷಕರ xyxy=(1091,272,1416,319)
modi-headline: ಅಧಿವೇಶನಕ್ಕೆ ಮೋದಿ ಗೈರು xyxy=(149,359,486,406)
dasara-visit-photo xyxy=(793,1938,1276,2223)
publication-name: Sanjevani, Bangalore xyxy=(161,11,302,27)
kolar-headline: ಕೋಲೆ ಪಿಎಸ್‌ಐ ಸಸ್ಪೆಂಡ್ xyxy=(678,308,896,339)
photo-person xyxy=(935,2071,1048,2223)
students-para: ಸಲ್ಲಿಸಿ ಬೆಂಗಳೂರು ಗ್ರಾಮಾಂತರ ಜಿಲ್ಲೆಯಲ್ಲಿಯೇ ಏಕೈಕ ವಾಣಿಜ್ಯ ವಿದ್ಯಾಶಾಲೆಯನ್ನು ಪ್ರಾರಂಭಿಸಿ ಸಾವಿರಾರು ವಿದ್ಯಾರ್ಥಿಗಳಿಗೆ ಶಿಕ್ಷಣ ನೀಡಿದ ಕೀರ್ತಿ ಅವರಿಗೆ ಸಲ್ಲುತ್ತದೆ ಎಂದರು. xyxy=(417,1206,588,1296)
students-para: ಗೌರವ ಸನ್ಮಾನ ಸ್ವೀಕರಿಸಿದ ದೇವನಹಳ್ಳಿಯ ಶ್ರೀ ವೆಂಕಟೇಶ್ವರ ವಾಣಿಜ್ಯ ವಿದ್ಯಾಶಾಲೆಯ ಸಂಸ್ಥಾಪಕ ಪ್ರಾಂಶುಪಾಲ ಎನ್. ಪುಟ್ಟರಾಜ್ ಮಾತನಾಡಿ ಶಿಕ್ಷಕ ವೃತ್ತಿ ಅತ್ಯಂತ ಪವಿತ್ರವಾದದ್ದು ಎಂದರು. xyxy=(231,1286,402,1376)
kannada-date: ಶನಿವಾರ 6 ಸೆಪ್ಟೆಂಬರ್ 2025 xyxy=(83,34,208,48)
kolar-para: ಗುಂಡುಗಳನ್ನು ಹಾರಿಸಿ ದುಷ್ಕರ್ಮಿಗಳು ಹತ್ಯೆ ಮಾಡಿದ್ದರು. xyxy=(607,349,841,364)
dasara-para: ಪಟ್ಟಣದ ಸಿ.ಪಿ. ರಸ್ತೆಯ ನಿವಾಸಿ ಶಾರದಾ ಅಂಜನೇಯ ಅವರ ನಿವಾಸಕ್ಕೆ ಸೌಹಾರ್ದ ಭೇಟಿ ನೀಡಿ ಮಾತನಾಡಿದರು. xyxy=(1039,1830,1267,1863)
photo-person-head xyxy=(829,2005,870,2050)
modi-para: ರಷ್ಯಾದಿಂದ ಭಾರತದ ತೈಲ ಆಮದುಗಳನ್ನು ಸಾರ್ವಜನಿಕವಾಗಿ ಟೀಕಿಸಿದ ಕೆಲವು ದಿನಗಳ ನಂತರ ಡೊನಾಲ್ಡ್ ಟ್ರಂಪ್ ಅವರ ಧ್ವನಿಯಲ್ಲಿ ಭಾರತ ಸೂಕ್ಷ್ಮವಾಗಿ ಗಮನಿಸುವ ನಿರೀಕ್ಷೆಯಿದೆ. xyxy=(47,483,313,538)
modi-para: ಭಾರತ, ರಷ್ಯಾದಿಂದ ತೈಲವನ್ನು ನಿರಂತರವಾಗಿ ಖರೀದಿಸುತ್ತಿರುವ ಹಿನ್ನೆಲೆಯಲ್ಲಿ ಭಾರತದ ಜೊತೆಗಿನ ವ್ಯಾಪಾರ ಒಪ್ಪಂದಗಳ ಮೇಲೆ ಅಮೆರಿಕ ಶೇಕಡಾ 50 ರಷ್ಟು ತೆರಿಗೆ ವಿಧಿಸಲಾಗಿದೆ. ಇದರಿಂದ ಭಾರತ ಮತ್ತು ರಷ್ಯಾ ಅಮೆರಿಕಾ ವಿರುದ್ಧ ತಿರುಗಿ ಬಿದ್ದಿವೆ xyxy=(330,483,586,578)
eid-procession-photo xyxy=(981,812,1526,1015)
kerala-para: ಸುಳ್ಳು ಸಾಕ್ಷ್ಯವನ್ನು ಹೇಳುವುದು. xyxy=(47,154,173,169)
page-number: 2 xyxy=(40,7,71,58)
teachers-para: ಬೆಳೆಸುವ ಮೂಲಕ ದೇಶಕ್ಕೆ ಉತ್ತಮ ಪ್ರಜೆಗಳನ್ನು ನೀಡುವಲ್ಲಿ ಶಿಕ್ಷಕರ ಪಾತ್ರ ಪ್ರಮುಖವಾಗಿದೆ ಎಂದು ತಿಳಿಸಿದರು. xyxy=(1167,391,1341,443)
lawyer-dateline: ಬೆಂಗಳೂರು,ಸೆ.6- xyxy=(243,1648,319,1662)
eid-caption: ವಿಜಯಪುರ ಪಟ್ಟಣದ ಬಸ್ ನಿಲ್ದಾಣದ ಮೂಲಕ ಈದ್-ಮಿಲಾದ್ ಅಂಗವಾಗಿ ಸ್ತಬ್ಧಗಳೊಂದಿಗೆ ಮೆರವಣಿಗೆ ಮಾಡಿದರು. xyxy=(1042,1020,1466,1034)
dasara-para: ವಿದುರನಿರುವ ಪ್ರೇರಣಾಶಕ್ತಿಯಾಗಿದೆ ಎಂದು ರಾಜಯೋಗಿನಿ ಜಿಲ್ಲೆಯಿಂದ ತಾಲ್ಲೂಕಿನ ಗೌರವಾನ್ವಿತ ಶ್ರೀ ಕಟ್ಟಿಗೆಹಳ್ಳಿ ಕ್ಷೇತ್ರದ ಮಠಾಧ್ಯಕ್ಷ ಶ್ರೀ ಅಂಬರೀಶ್ ಸ್ವಾಮೀಜಿ ತಿಳಿಸಿದರು. xyxy=(1039,1769,1267,1822)
photo-person xyxy=(1181,2043,1267,2223)
photo-person xyxy=(474,761,569,996)
